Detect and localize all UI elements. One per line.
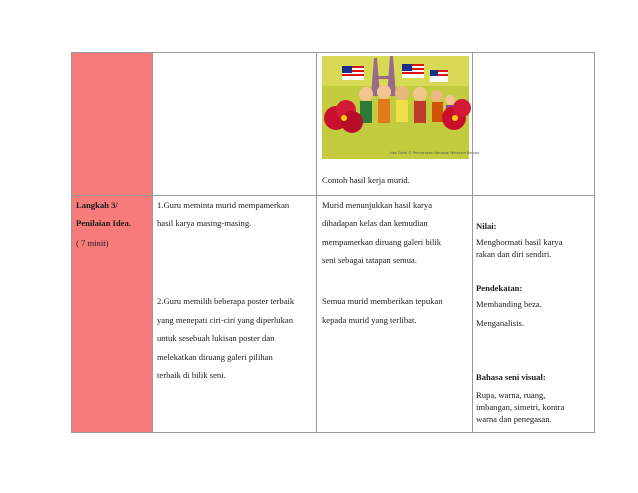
column-divider-2 — [316, 52, 317, 433]
approach-line-1: Membanding beza. — [476, 299, 542, 309]
student-activity-a-line-4: seni sebagai tatapan semua. — [322, 255, 417, 265]
table-border-top — [71, 52, 595, 53]
teacher-step-2-line-2: yang menepati ciri-ciri yang diperlukan — [157, 315, 294, 325]
student-activity-b-line-1: Semua murid memberikan tepukan — [322, 296, 443, 306]
table-border-right — [594, 52, 595, 433]
step-subtitle: Penilaian Idea. — [76, 218, 131, 228]
teacher-step-1-line-1: 1.Guru meminta murid mempamerkan — [157, 200, 290, 210]
student-work-image — [322, 56, 480, 159]
table-border-left — [71, 52, 72, 433]
poster-illustration — [322, 56, 480, 159]
student-activity-b-line-2: kepada murid yang terlibat. — [322, 315, 417, 325]
image-caption: Contoh hasil kerja murid. — [322, 175, 410, 185]
visual-language-label: Bahasa seni visual: — [476, 372, 546, 382]
visual-language-line-3: warna dan penegasan. — [476, 414, 552, 424]
table-border-bottom — [71, 432, 595, 433]
step-duration: ( 7 minit) — [76, 238, 109, 248]
teacher-step-2-line-3: untuk sesebuah lukisan poster dan — [157, 333, 275, 343]
poster-watermark: Hak Cipta © Pencetakan Nasional Malaysia Berhad — [390, 151, 480, 155]
values-line-2: rakan dan diri sendiri. — [476, 249, 552, 259]
pink-column-top — [72, 53, 152, 195]
visual-language-line-2: imbangan, simetri, kontra — [476, 402, 565, 412]
values-label: Nilai: — [476, 221, 497, 231]
teacher-step-2-line-5: terbaik di bilik seni. — [157, 370, 226, 380]
column-divider-3 — [472, 52, 473, 433]
step-title: Langkah 3/ — [76, 200, 118, 210]
table-row-divider — [71, 195, 595, 196]
teacher-step-2-line-4: melekatkan diruang galeri pilihan — [157, 352, 273, 362]
approach-line-2: Menganalisis. — [476, 318, 524, 328]
student-activity-a-line-3: mempamerkan diruang galeri bilik — [322, 237, 442, 247]
approach-label: Pendekatan: — [476, 283, 523, 293]
column-divider-1 — [152, 52, 153, 433]
teacher-step-1-line-2: hasil karya masing-masing. — [157, 218, 252, 228]
teacher-step-2-line-1: 2.Guru memilih beberapa poster terbaik — [157, 296, 295, 306]
student-activity-a-line-1: Murid menunjukkan hasil karya — [322, 200, 433, 210]
student-activity-a-line-2: dihadapan kelas dan kemudian — [322, 218, 428, 228]
values-line-1: Menghormati hasil karya — [476, 237, 563, 247]
visual-language-line-1: Rupa, warna, ruang, — [476, 390, 546, 400]
